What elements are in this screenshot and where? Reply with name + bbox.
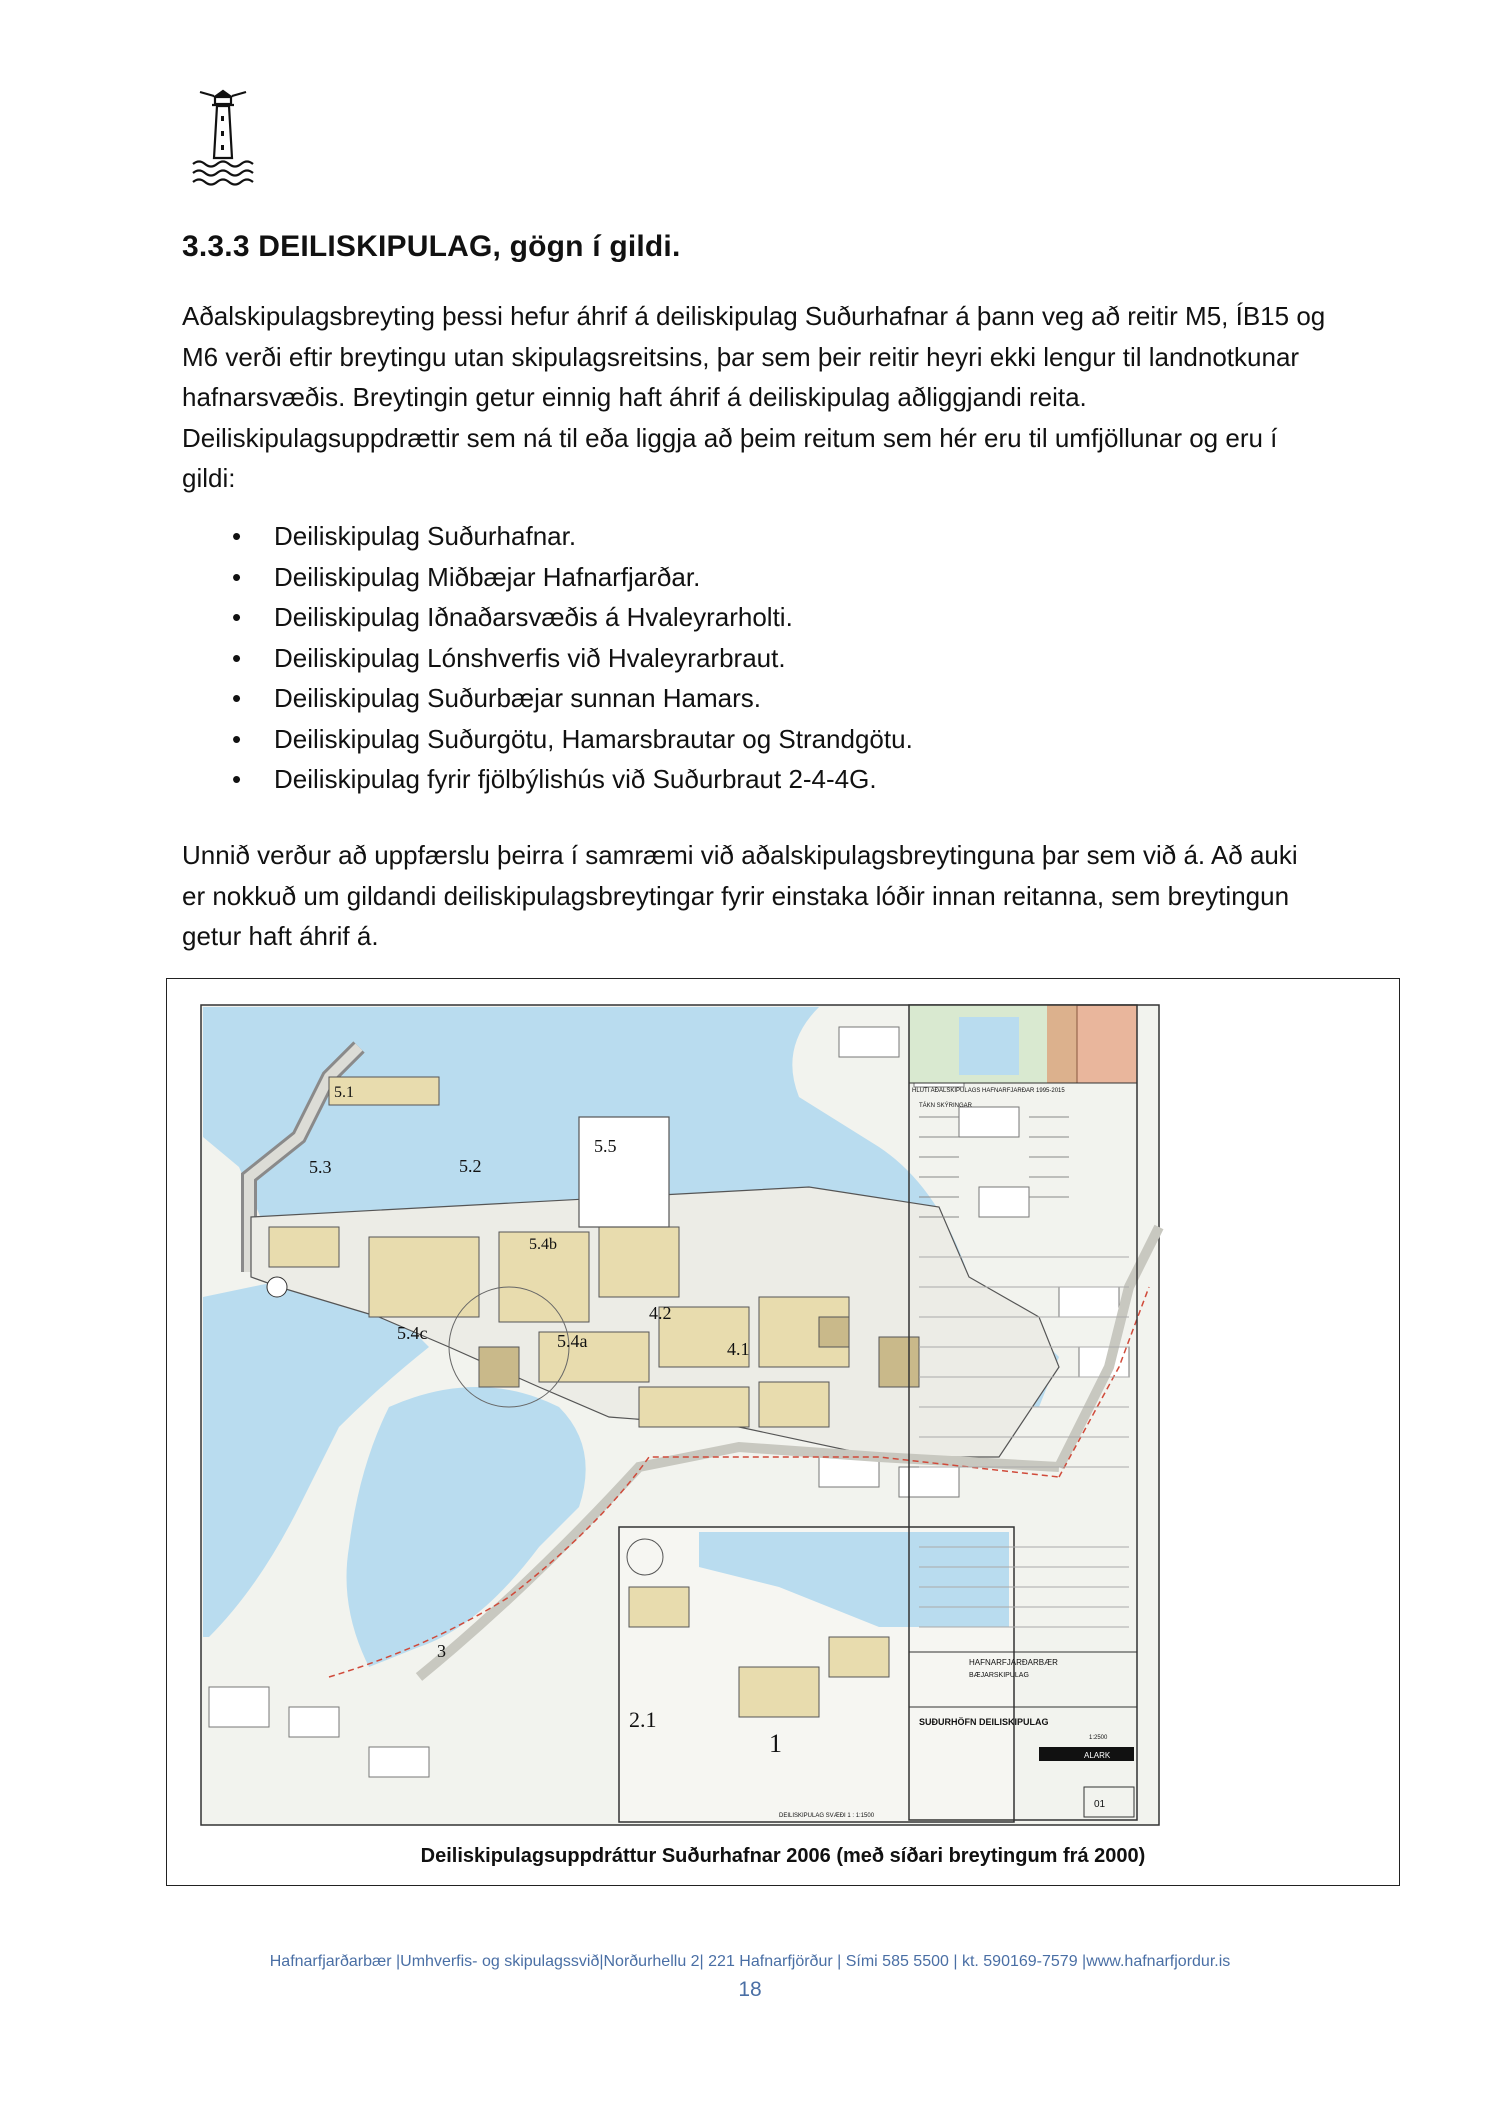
list-item: • Deiliskipulag Suðurhafnar. xyxy=(182,516,913,557)
lighthouse-logo xyxy=(190,88,256,188)
list-item: • Deiliskipulag Suðurgötu, Hamarsbrautar og Strandgötu. xyxy=(182,719,913,760)
authority-label: HAFNARFJARÐARBÆR xyxy=(969,1658,1058,1667)
zone-label: 4.1 xyxy=(727,1339,750,1359)
zone-label: 1 xyxy=(769,1729,782,1758)
list-item: • Deiliskipulag fyrir fjölbýlishús við Suðurbraut 2-4-4G. xyxy=(182,759,913,800)
title-block-heading: HLUTI AÐALSKIPULAGS HAFNARFJARÐAR 1995-2015 xyxy=(912,1088,1065,1094)
list-item: • Deiliskipulag Iðnaðarsvæðis á Hvaleyrarholti. xyxy=(182,597,913,638)
zone-label: 5.5 xyxy=(594,1136,617,1156)
footer-contact: Hafnarfjarðarbær |Umhverfis- og skipulagssvið|Norðurhellu 2| 221 Hafnarfjörður | Sími 585 5500 | kt. 590169-7579 |www.hafnarfjordur.is xyxy=(269,1953,1231,1970)
department-label: BÆJARSKIPULAG xyxy=(969,1672,1029,1679)
list-item: • Deiliskipulag Miðbæjar Hafnarfjarðar. xyxy=(182,557,913,598)
page-number: 18 xyxy=(738,1978,762,2001)
zone-label: 3 xyxy=(437,1641,446,1661)
zone-label: 4.2 xyxy=(649,1303,672,1323)
sheet-number: 01 xyxy=(1094,1799,1106,1810)
legend-label: TÁKN SKÝRINGAR xyxy=(919,1103,973,1109)
zone-label: 2.1 xyxy=(629,1707,657,1732)
plan-figure xyxy=(166,978,1400,1886)
section-heading: 3.3.3 DEILISKIPULAG, gögn í gildi. xyxy=(182,230,681,263)
plan-list xyxy=(182,516,913,800)
scale-label: 1:2500 xyxy=(1089,1735,1108,1741)
zone-label: 5.4c xyxy=(397,1323,428,1343)
zone-label: 5.4a xyxy=(557,1331,588,1351)
firm-label: ALARK xyxy=(1084,1751,1111,1760)
plan-name: SUÐURHÖFN DEILISKIPULAG xyxy=(919,1717,1049,1727)
closing-paragraph: Unnið verður að uppfærslu þeirra í samræmi við aðalskipulagsbreytinguna þar sem við á. Að auki er nokkuð um gildandi deiliskipulagsbreytingar fyrir einstaka lóðir innan reitanna, sem breytingun getur haft áhrif á. xyxy=(182,840,1298,951)
harbour-plan-map xyxy=(179,987,1387,1829)
figure-caption: Deiliskipulagsuppdráttur Suðurhafnar 2006 (með síðari breytingum frá 2000) xyxy=(420,1845,1146,1867)
list-item: • Deiliskipulag Suðurbæjar sunnan Hamars. xyxy=(182,678,913,719)
intro-paragraph: Aðalskipulagsbreyting þessi hefur áhrif á deiliskipulag Suðurhafnar á þann veg að reitir M5, ÍB15 og M6 verði eftir breytingu utan skipulagsreitsins, þar sem þeir reitir heyri ekki lengur til landnotkunar hafnarsvæðis. Breytingin getur einnig haft áhrif á deiliskipulag aðliggjandi reita. Deiliskipulagsuppdrættir sem ná til eða liggja að þeim reitum sem hér eru til umfjöllunar og eru í gildi: xyxy=(182,301,1326,493)
zone-label: 5.2 xyxy=(459,1156,482,1176)
zone-label: 5.4b xyxy=(529,1236,557,1253)
list-item: • Deiliskipulag Lónshverfis við Hvaleyrarbraut. xyxy=(182,638,913,679)
zone-label: 5.1 xyxy=(334,1084,354,1101)
zone-label: 5.3 xyxy=(309,1157,332,1177)
inset-note: DEILISKIPULAG SVÆÐI 1 : 1:1500 xyxy=(779,1813,875,1819)
